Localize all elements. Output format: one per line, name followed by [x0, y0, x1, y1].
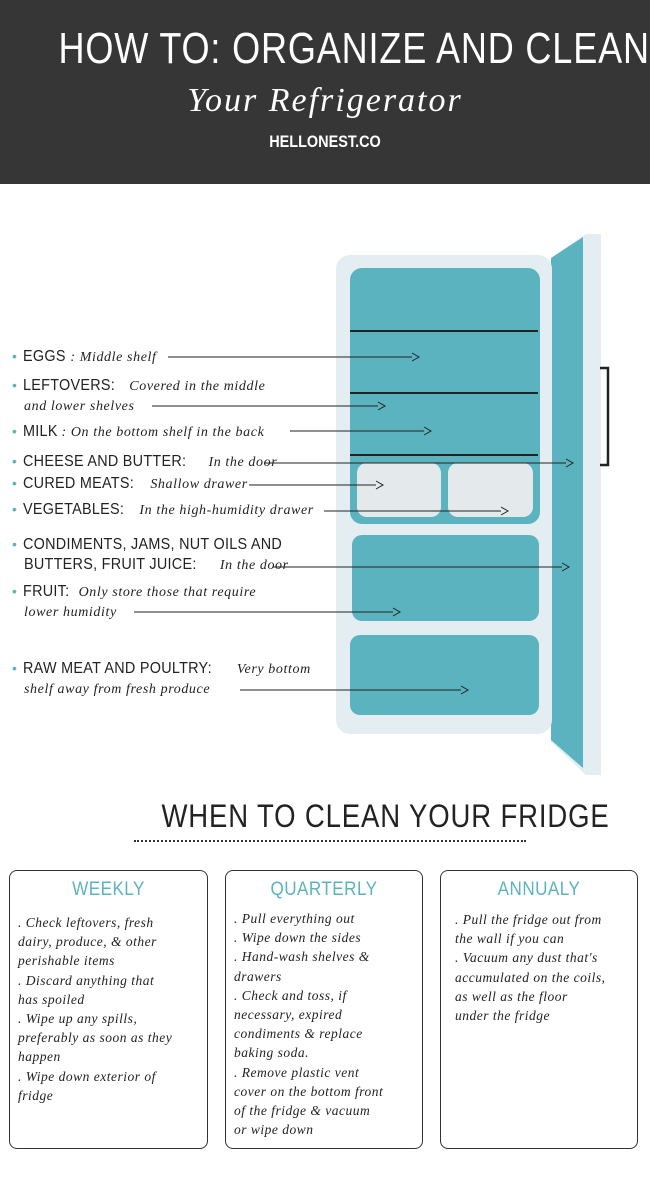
- label-cured-meats: • CURED MEATS: Shallow drawer: [12, 475, 248, 492]
- page-title: HOW TO: ORGANIZE AND CLEAN: [58, 24, 650, 73]
- shallow-drawer: [357, 463, 441, 517]
- fridge-door: [551, 237, 583, 768]
- card-items: [234, 909, 418, 1139]
- card-quarterly: [225, 870, 423, 1149]
- card-annualy: [440, 870, 638, 1149]
- label-condiments: • CONDIMENTS, JAMS, NUT OILS AND BUTTERS, FRUIT JUICE: In the door: [12, 536, 289, 573]
- fridge-bottom-section: [350, 635, 539, 715]
- dotted-divider: [134, 840, 526, 842]
- page-subtitle: Your Refrigerator: [187, 82, 463, 119]
- cleaning-section-title: WHEN TO CLEAN YOUR FRIDGE: [161, 798, 610, 834]
- list-item: . Wipe down the sides: [234, 930, 362, 946]
- list-item: . Pull the fridge out from the wall if you can: [455, 912, 602, 947]
- label-eggs: • EGGS : Middle shelf: [12, 348, 157, 365]
- bullet-icon: •: [12, 453, 17, 469]
- list-item: . Check leftovers, fresh dairy, produce, & other perishable items: [18, 915, 157, 969]
- label-milk: • MILK : On the bottom shelf in the back: [12, 423, 265, 440]
- bullet-icon: •: [12, 501, 17, 517]
- card-items: [18, 913, 203, 1105]
- card-title: ANNUALY: [497, 879, 581, 900]
- label-fruit: • FRUIT: Only store those that require lower humidity: [12, 583, 257, 620]
- list-item: . Check and toss, if necessary, expired condiments & replace baking soda.: [234, 987, 363, 1061]
- label-leftovers: • LEFTOVERS: Covered in the middle and lower shelves: [12, 377, 266, 414]
- list-item: . Discard anything that has spoiled: [18, 972, 155, 1007]
- card-title: WEEKLY: [72, 879, 145, 900]
- humidity-drawer: [448, 463, 533, 517]
- bullet-icon: •: [12, 660, 17, 676]
- card-items: [455, 910, 633, 1025]
- list-item: . Remove plastic vent cover on the bottom front of the fridge & vacuum or wipe down: [234, 1064, 384, 1138]
- fridge-handle: [600, 368, 608, 465]
- bullet-icon: •: [12, 377, 17, 393]
- list-item: . Wipe down exterior of fridge: [18, 1068, 156, 1103]
- label-vegetables: • VEGETABLES: In the high-humidity drawer: [12, 501, 314, 518]
- list-item: . Vacuum any dust that's accumulated on the coils, as well as the floor under the fridge: [455, 950, 606, 1024]
- bullet-icon: •: [12, 475, 17, 491]
- header-banner: [0, 0, 650, 184]
- fridge-middle-section: [352, 535, 539, 621]
- card-title: QUARTERLY: [270, 879, 378, 900]
- label-raw-meat: • RAW MEAT AND POULTRY: Very bottom shelf away from fresh produce: [12, 660, 311, 697]
- list-item: . Pull everything out: [234, 911, 355, 926]
- list-item: . Wipe up any spills, preferably as soon as they happen: [18, 1011, 173, 1065]
- bullet-icon: •: [12, 536, 17, 552]
- label-cheese-butter: • CHEESE AND BUTTER: In the door: [12, 453, 278, 470]
- bullet-icon: •: [12, 348, 17, 364]
- bullet-icon: •: [12, 423, 17, 439]
- bullet-icon: •: [12, 583, 17, 599]
- list-item: . Hand-wash shelves & drawers: [234, 949, 370, 984]
- site-name: HELLONEST.CO: [269, 132, 381, 151]
- card-weekly: [9, 870, 208, 1149]
